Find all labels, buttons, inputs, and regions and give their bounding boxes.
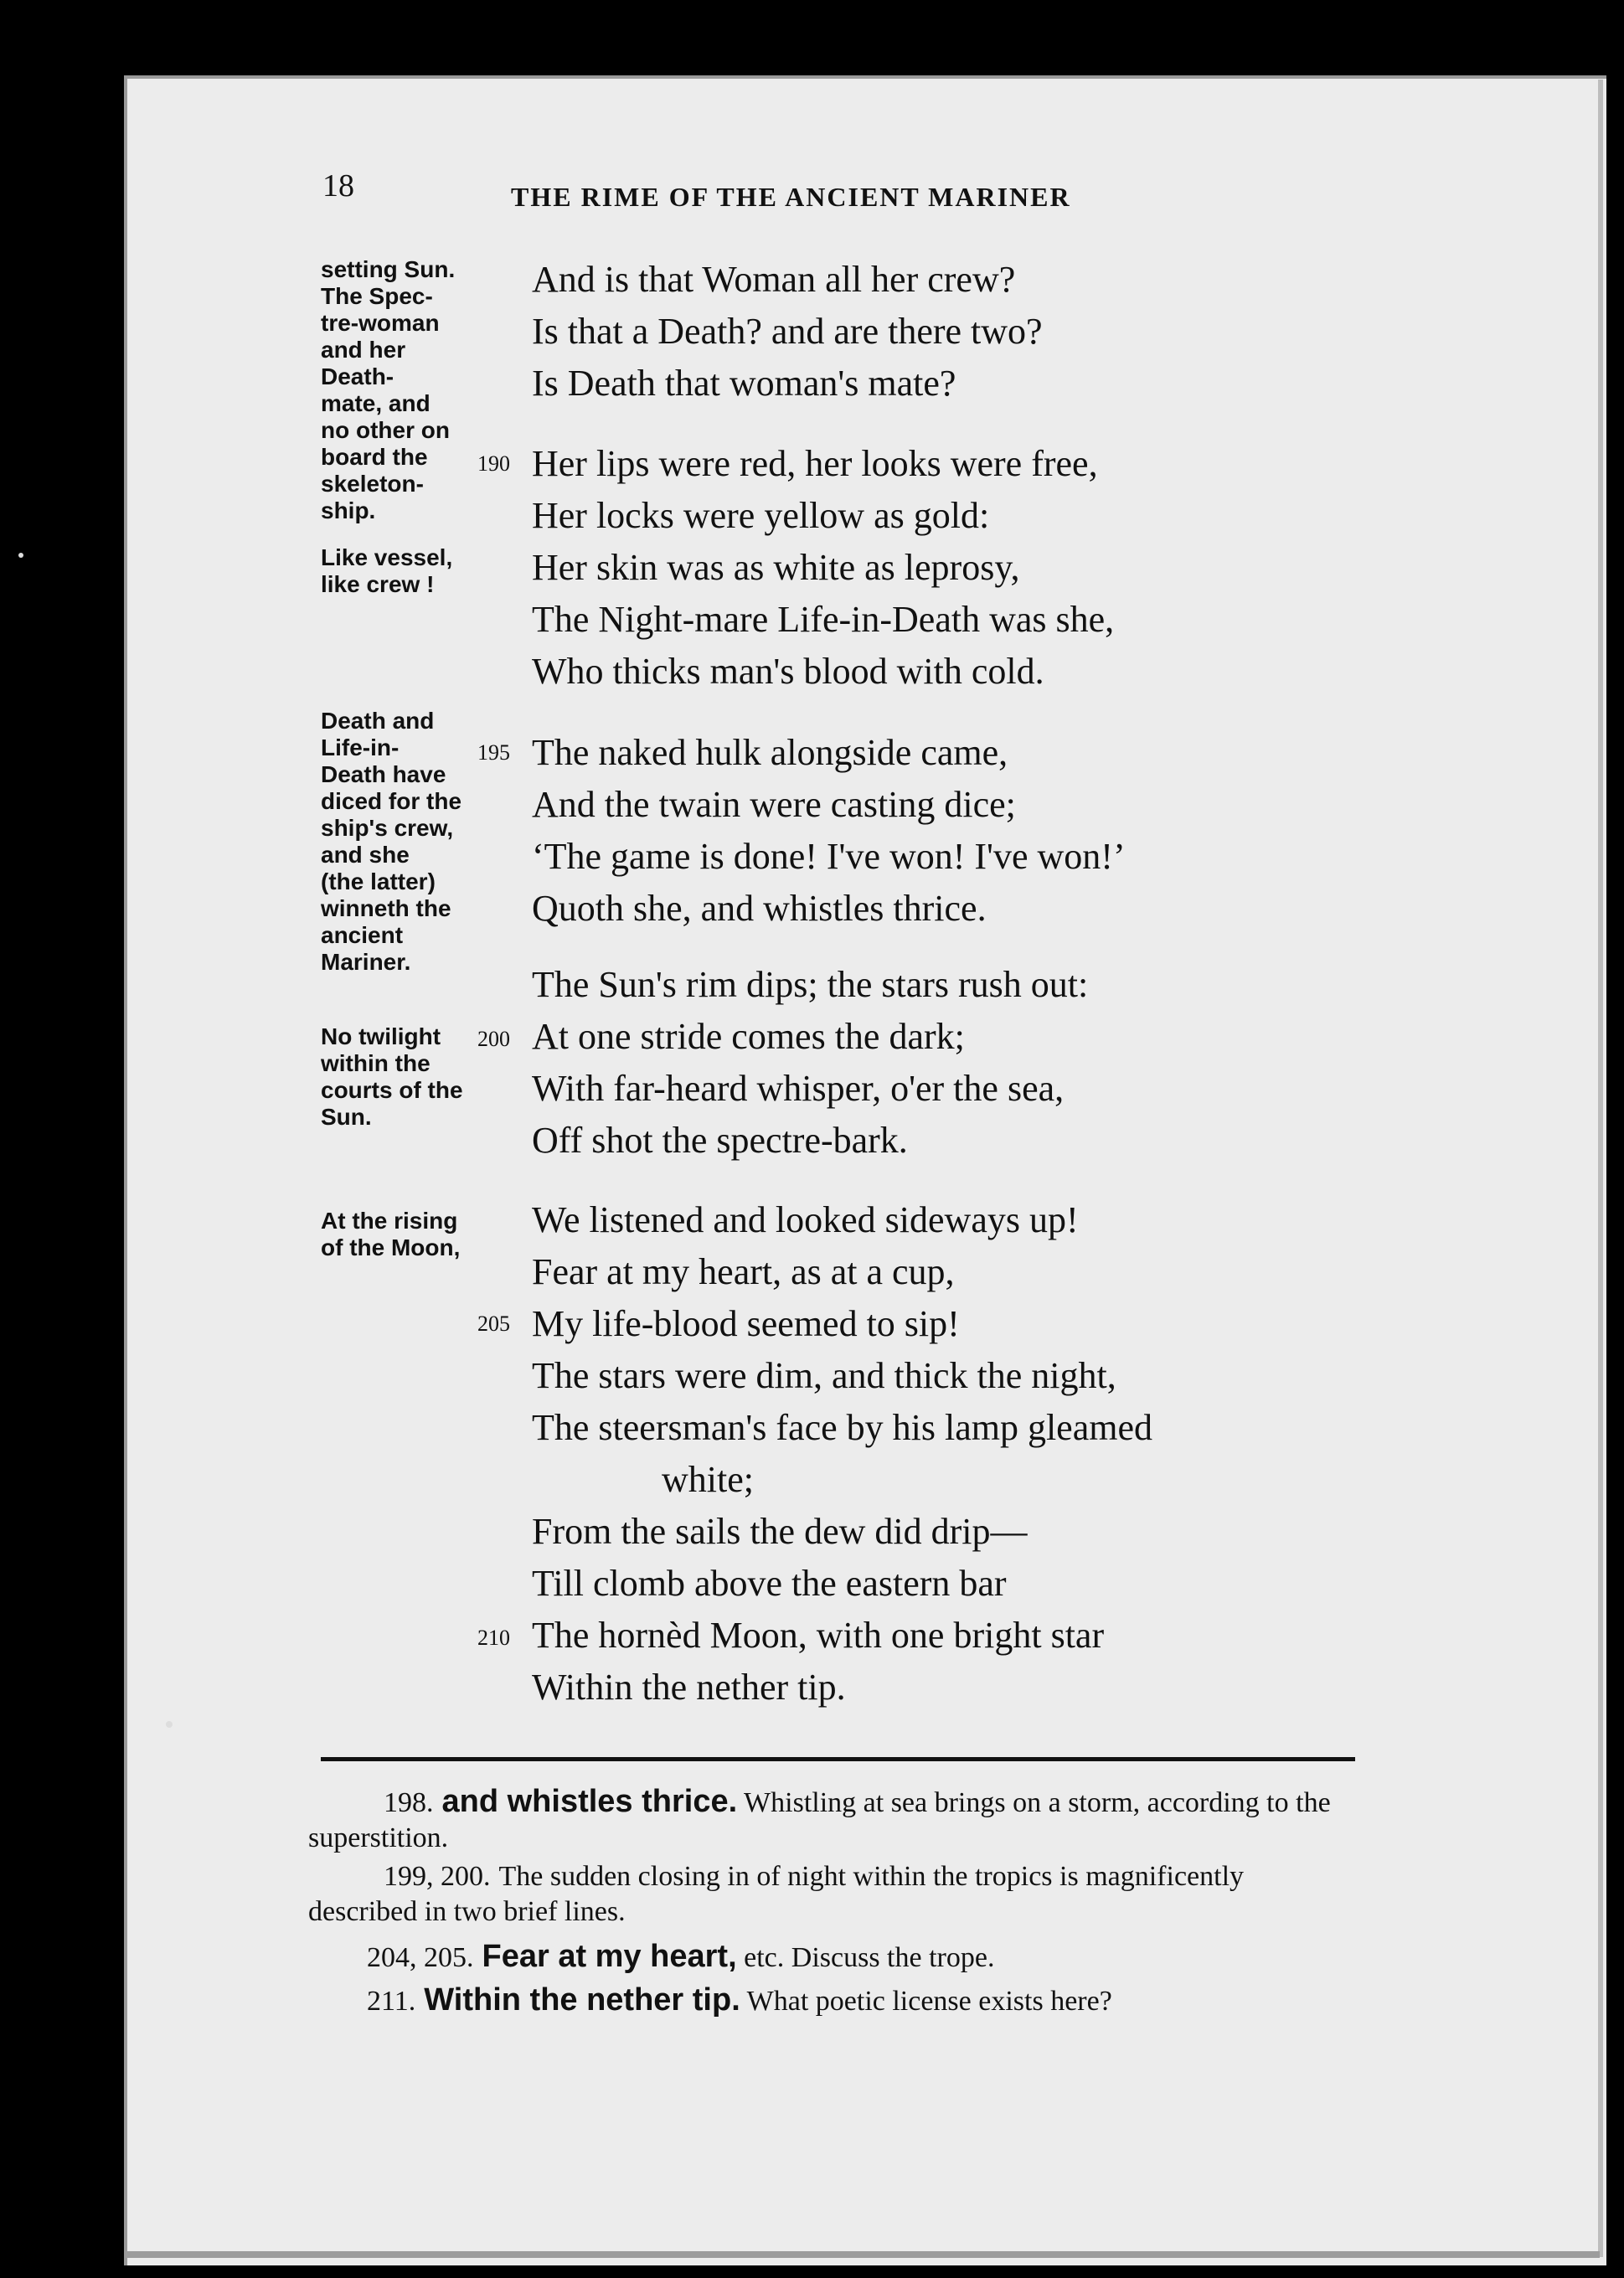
verse-line: Quoth she, and whistles thrice.	[532, 888, 987, 929]
marginal-gloss: At the rising of the Moon,	[321, 1208, 461, 1260]
footnote: 199, 200. The sudden closing in of night within the tropics is magnificently described in two brief lines.	[308, 1861, 1245, 1927]
line-number: 205	[477, 1312, 510, 1336]
marginal-gloss: Death and Life-in- Death have diced for the ship's crew, and she (the latter) winneth the ancient Mariner.	[321, 708, 462, 975]
verse-line: The steersman's face by his lamp gleamed	[532, 1407, 1152, 1448]
footnote-rule	[321, 1757, 1355, 1761]
page-edge	[1598, 80, 1603, 2257]
verse-line: Fear at my heart, as at a cup,	[532, 1251, 955, 1292]
verse-line: The naked hulk alongside came,	[532, 732, 1008, 773]
verse-line: The Sun's rim dips; the stars rush out:	[532, 964, 1089, 1005]
marginal-gloss: setting Sun. The Spec- tre-woman and her Death- mate, and no other on board the skeleton- ship.	[321, 256, 456, 523]
line-number: 195	[477, 740, 510, 765]
verse-line: Is that a Death? and are there two?	[532, 311, 1043, 352]
footnote: 204, 205. Fear at my heart, etc. Discuss the trope.	[367, 1939, 995, 1974]
verse-line: My life-blood seemed to sip!	[532, 1303, 960, 1344]
verse-line: ‘The game is done! I've won! I've won!’	[532, 836, 1126, 877]
line-number: 200	[477, 1027, 510, 1051]
running-title: THE RIME OF THE ANCIENT MARINER	[511, 182, 1071, 212]
verse-line: And is that Woman all her crew?	[532, 259, 1016, 300]
line-number: 210	[477, 1626, 510, 1650]
verse-line: The stars were dim, and thick the night,	[532, 1355, 1116, 1396]
verse-line: With far-heard whisper, o'er the sea,	[532, 1068, 1065, 1109]
footnote: 198. and whistles thrice. Whistling at sea brings on a storm, according to the superstition.	[308, 1784, 1331, 1853]
verse-line: At one stride comes the dark;	[532, 1016, 965, 1057]
verse-line: Is Death that woman's mate?	[532, 363, 956, 404]
verse-line: Her locks were yellow as gold:	[532, 495, 990, 536]
verse-line: The Night-mare Life-in-Death was she,	[532, 599, 1115, 640]
verse-line: We listened and looked sideways up!	[532, 1199, 1079, 1240]
verse-line: Her lips were red, her looks were free,	[532, 443, 1098, 484]
verse-line: Till clomb above the eastern bar	[532, 1563, 1007, 1604]
verse-line: From the sails the dew did drip—	[532, 1511, 1028, 1552]
verse-line: Off shot the spectre-bark.	[532, 1120, 908, 1161]
page-header	[322, 168, 1328, 218]
marginal-gloss: No twilight within the courts of the Sun.	[321, 1023, 463, 1130]
verse-line: white;	[662, 1459, 754, 1500]
footnote: 211. Within the nether tip. What poetic license exists here?	[367, 1982, 1112, 2018]
scan-speck	[18, 553, 23, 558]
marginal-gloss: Like vessel, like crew !	[321, 544, 453, 597]
verse-line: And the twain were casting dice;	[532, 784, 1016, 825]
line-number: 190	[477, 451, 510, 476]
verse-line: Within the nether tip.	[532, 1667, 846, 1708]
page-number: 18	[322, 168, 354, 204]
verse-line: Her skin was as white as leprosy,	[532, 547, 1020, 588]
verse-line: The hornèd Moon, with one bright star	[532, 1615, 1105, 1656]
scan-speck	[166, 1721, 173, 1728]
page-bottom-edge	[126, 2251, 1600, 2258]
verse-line: Who thicks man's blood with cold.	[532, 651, 1044, 692]
